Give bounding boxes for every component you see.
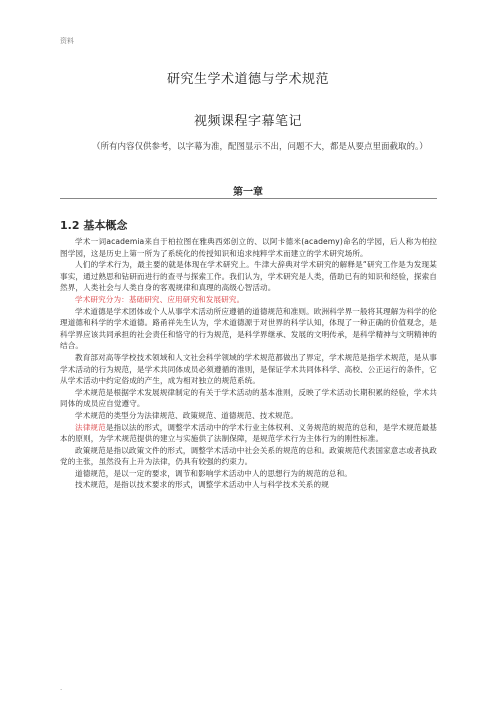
paragraph-text: 学术道德是学术团体或个人从事学术活动所应遵循的道德规范和准则。欧洲科学界一般将其理解为科学的伦理道德和科学的学术道德。路甬祥先生认为，学术道德源于对世界的科学认知，体现了一种正确的价值观念，是科学界应该共同承担的社会责任和恪守的行为规范，是科学界继承、发展的文明传承，是科学精神与文明精神的结合。 [60,306,437,351]
section-heading [60,217,127,233]
highlighted-term: 法律规范 [75,422,106,432]
body-paragraph [60,306,437,352]
section-title: 基本概念 [83,219,128,232]
paragraph-text: 学术一词academia来自于柏拉图在雅典西郊创立的、以阿卡德米(academy)命名的学园，后人称为柏拉图学园，这是历史上第一所为了系统化的传授知识和追求纯粹学术而建立的学术研究场所。 [60,237,437,258]
highlighted-term: 学术研究分为：基础研究、应用研究和发展研究。 [75,294,245,304]
document-title: 研究生学术道德与学术规范 [166,72,329,87]
body-paragraph [60,410,437,422]
paragraph-text: 学术规范是根据学术发展规律制定的有关于学术活动的基本准则，反映了学术活动长期积累的经验，学术共同体的成员应自觉遵守。 [60,387,437,409]
paragraph-text: 人们的学术行为，最主要的就是体现在学术研究上。牛津大辞典对学术研究的解释是“研究工作是为发现某事实，通过熟思和钻研而进行的查寻与探索工作。我们认为，学术研究是人类，借助已有的知识和经验，探索自然界，人类社会与人类自身的客观规律和真理的高级心智活动。 [60,260,437,293]
page-header-label: 资料 [60,37,74,45]
paragraph-text: 技术规范，是指以技术要求的形式，调整学术活动中人与科学技术关系的规 [75,480,329,490]
document-subtitle: 视频课程字幕笔记 [193,114,302,129]
intro-note: （所有内容仅供参考，以字幕为准，配图显示不出，问题不大，都是从要点里面截取的。） [92,142,428,152]
body-paragraph [60,352,437,387]
paragraph-text: 道德规范，是以一定的要求，调节和影响学术活动中人的思想行为的规范的总和。 [75,468,352,478]
body-paragraph [60,445,437,468]
body-paragraph [60,387,437,410]
body-paragraph [60,294,437,306]
body-paragraph [60,468,437,480]
footer-mark: . [60,684,63,692]
paragraph-text: 是指以法的形式，调整学术活动中的学术行业主体权利、义务规范的规范的总和，是学术规范最基本的原则，为学术规范提供的建立与实施供了法制保障，是规范学术行为主体行为的刚性标准。 [60,422,437,444]
paragraph-text: 政策规范是指以政策文件的形式，调整学术活动中社会关系的规范的总和。政策规范代表国家意志或者执政党的主张，虽然没有上升为法律，仍具有较强的约束力。 [60,445,437,467]
paragraph-text: 教育部对高等学校技术领域和人文社会科学领域的学术规范都做出了界定，学术规范是指学术规范，是从事学术活动的行为规范，是学术共同体成员必须遵循的准则，是保证学术共同体科学、高校、公正运行的条件，它从学术活动中约定俗成的产生，成为相对独立的规范系统。 [60,352,437,386]
body-paragraph [60,259,437,294]
body-paragraph [60,479,437,491]
body-paragraph [60,422,437,445]
body-content [60,236,437,491]
chapter-divider [60,198,437,199]
body-paragraph [60,236,437,259]
chapter-heading: 第一章 [233,187,263,198]
paragraph-text: 学术规范的类型分为法律规范、政策规范、道德规范、技术规范。 [75,410,299,420]
section-number: 1.2 [60,219,80,232]
